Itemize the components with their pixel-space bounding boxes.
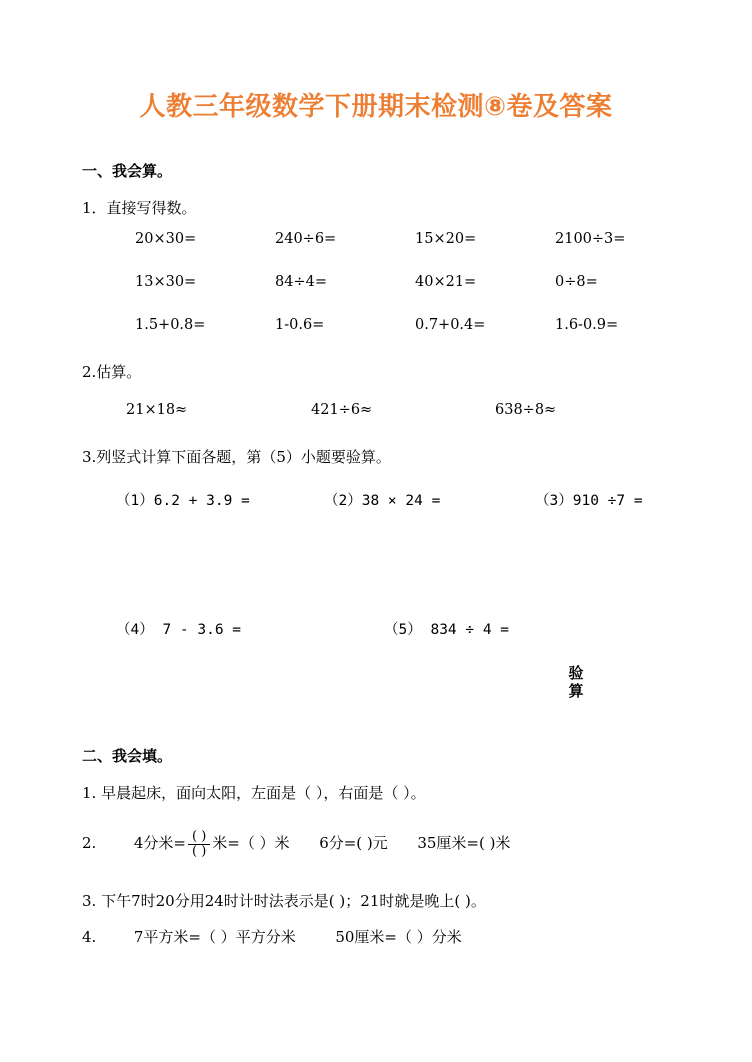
fraction-numerator: ( ) [188,830,210,845]
fill-question-3: 3. 下午7时20分用24时计时法表示是( )；21时就是晚上( )。 [82,892,486,910]
fraction-blank [188,830,210,859]
mental-calc-item: 2100÷3= [555,231,626,247]
section-heading-fill: 二、我会填。 [82,747,173,765]
mental-calc-item: 20×30= [135,231,197,247]
mental-calc-item: 0÷8= [555,274,598,290]
question-number: 4. [82,928,97,946]
estimate-item: 21×18≈ [126,402,188,418]
fill-question-4 [82,926,462,947]
question-number: 2. [82,834,97,852]
mental-calc-item: 13×30= [135,274,197,290]
question-2-label: 2.估算。 [82,363,142,381]
vertical-calc-item: （5） 834 ÷ 4 = [384,622,510,638]
mental-calc-item: 240÷6= [275,231,337,247]
page-title: 人教三年级数学下册期末检测⑧卷及答案 [139,92,613,122]
conversion-text: 6分=( )元 [319,834,388,852]
section-heading-calculate: 一、我会算。 [82,162,173,180]
vertical-calc-item: （3）910 ÷7 = [535,493,643,509]
conversion-text: 7平方米=（ ）平方分米 [133,928,296,946]
vertical-calc-item: （1）6.2 + 3.9 = [116,493,250,509]
check-char: 验 [568,664,584,682]
fill-question-2 [82,822,510,864]
estimate-item: 638÷8≈ [495,402,557,418]
fraction-denominator: ( ) [192,843,207,859]
question-1-label: 1．直接写得数。 [82,199,197,217]
fill-question-1: 1. 早晨起床，面向太阳，左面是（ ），右面是（ ）。 [82,784,426,802]
vertical-calc-item: （4） 7 - 3.6 = [116,622,242,638]
conversion-text: 米=（ ）米 [212,834,290,852]
check-calculation-label [566,664,586,700]
mental-calc-item: 40×21= [415,274,477,290]
check-char: 算 [568,682,584,700]
mental-calc-item: 1.5+0.8= [135,317,206,333]
mental-calc-item: 1-0.6= [275,317,325,333]
mental-calc-item: 0.7+0.4= [415,317,486,333]
estimate-item: 421÷6≈ [311,402,373,418]
conversion-text: 4分米= [133,834,186,852]
mental-calc-item: 15×20= [415,231,477,247]
conversion-text: 35厘米=( )米 [417,834,511,852]
conversion-text: 50厘米=（ ）分米 [335,928,462,946]
vertical-calc-item: （2）38 × 24 = [324,493,441,509]
mental-calc-item: 84÷4= [275,274,327,290]
mental-calc-item: 1.6-0.9= [555,317,619,333]
question-3-label: 3.列竖式计算下面各题，第（5）小题要验算。 [82,448,391,466]
